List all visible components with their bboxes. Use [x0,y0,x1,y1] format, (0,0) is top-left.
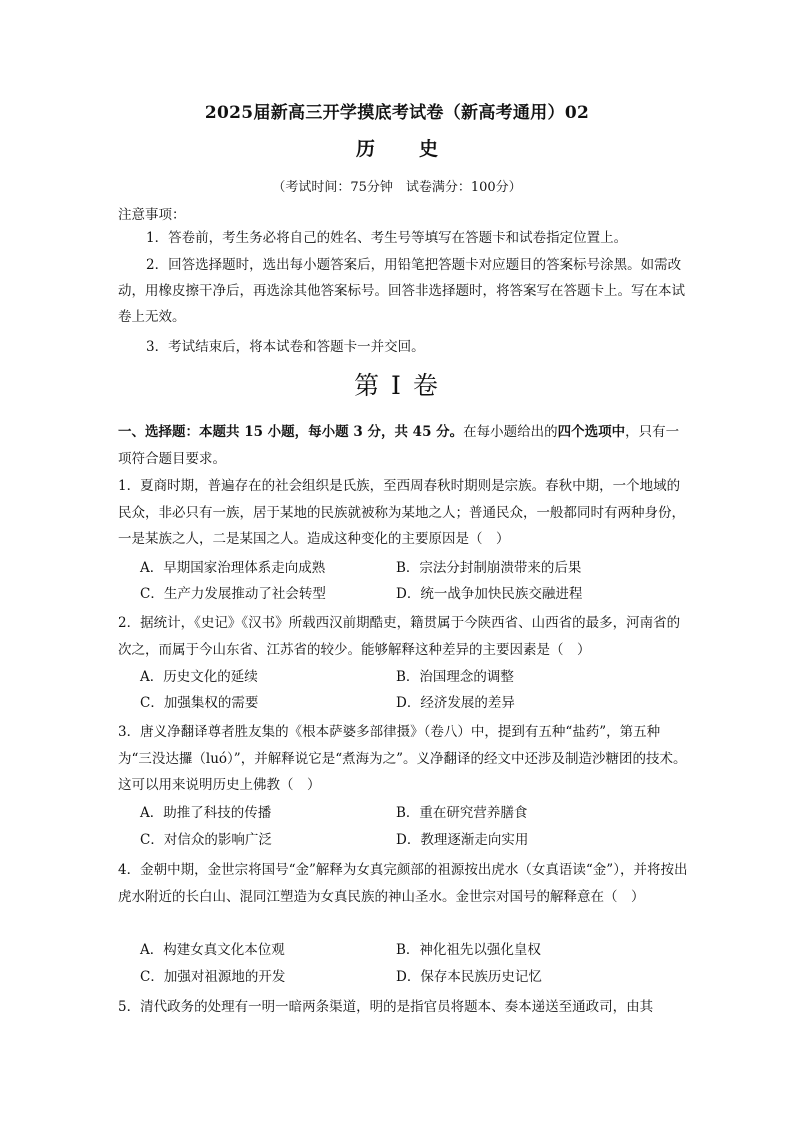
question-3-stem: 3．唐义净翻译尊者胜友集的《根本萨婆多部律摄》（卷八）中，提到有五种“盐药”，第五种为“三没达攞（luó）”，并解释说它是“煮海为之”。义净翻译的经文中还涉及制造沙糖团的技术。这可以用来说明历史上佛教（ ） [118,724,687,793]
question-3-option-d[interactable]: D．教理逐渐走向实用 [396,832,529,848]
question-2-option-d[interactable]: D．经济发展的差异 [396,695,515,711]
section-heading: 第 I 卷 [354,371,440,400]
question-3-option-a[interactable]: A．助推了科技的传播 [140,805,272,821]
question-2-stem: 2．据统计，《史记》《汉书》所载西汉前期酷吏，籍贯属于今陕西省、山西省的最多，河南省的次之，而属于今山东省、江苏省的较少。能够解释这种差异的主要因素是（ ） [118,615,681,658]
question-1-option-a[interactable]: A．早期国家治理体系走向成熟 [140,560,326,576]
note-item-1: 1．答卷前，考生务必将自己的姓名、考生号等填写在答题卡和试卷指定位置上。 [146,230,628,246]
exam-title: 2025届新高三开学摸底考试卷（新高考通用）02 [204,103,590,123]
question-3-option-c[interactable]: C．对信众的影响广泛 [140,832,272,848]
question-4-option-b[interactable]: B．神化祖先以强化皇权 [396,942,541,958]
notes-title: 注意事项： [118,207,186,223]
question-1-option-d[interactable]: D．统一战争加快民族交融进程 [396,586,583,602]
question-1-option-b[interactable]: B．宗法分封制崩溃带来的后果 [396,560,582,576]
question-4-option-d[interactable]: D．保存本民族历史记忆 [396,969,542,985]
question-2-option-b[interactable]: B．治国理念的调整 [396,669,514,685]
section-intro-bold2: 四个选项中 [557,424,626,440]
question-5-stem: 5．清代政务的处理有一明一暗两条渠道，明的是指官员将题本、奏本递送至通政司，由其 [118,999,654,1015]
section-intro-mid: 在每小题给出的 [463,424,558,440]
question-4-option-c[interactable]: C．加强对祖源地的开发 [140,969,286,985]
note-item-2: 2．回答选择题时，选出每小题答案后，用铅笔把答题卡对应题目的答案标号涂黑。如需改动，用橡皮擦干净后，再选涂其他答案标号。回答非选择题时，将答案写在答题卡上。写在本试卷上无效。 [118,257,685,325]
question-3-option-b[interactable]: B．重在研究营养膳食 [396,805,528,821]
question-2-option-a[interactable]: A．历史文化的延续 [140,669,258,685]
exam-subject: 历史 [355,138,482,160]
exam-info: （考试时间：75分钟 试卷满分：100分） [272,180,522,195]
question-4-option-a[interactable]: A．构建女真文化本位观 [140,942,285,958]
section-intro-bold: 一、选择题：本题共 15 小题，每小题 3 分，共 45 分。 [118,424,464,440]
section-intro [118,419,688,473]
question-1-stem: 1．夏商时期，普遍存在的社会组织是氏族，至西周春秋时期则是宗族。春秋中期，一个地域的民众，非必只有一族，居于某地的民族就被称为某地之人；普通民众，一般都同时有两种身份，一是某族之人，二是某国之人。造成这种变化的主要原因是（ ） [118,478,685,547]
question-2-option-c[interactable]: C．加强集权的需要 [140,695,259,711]
question-4-stem: 4．金朝中期，金世宗将国号“金”解释为女真完颜部的祖源按出虎水（女真语读“金”），并将按出虎水附近的长白山、混同江塑造为女真民族的神山圣水。金世宗对国号的解释意在（ ） [118,862,688,905]
note-item-3: 3．考试结束后，将本试卷和答题卡一并交回。 [146,339,425,355]
section-intro-end: ，只有一项符合题目要求。 [118,424,680,467]
question-1-option-c[interactable]: C．生产力发展推动了社会转型 [140,586,326,602]
